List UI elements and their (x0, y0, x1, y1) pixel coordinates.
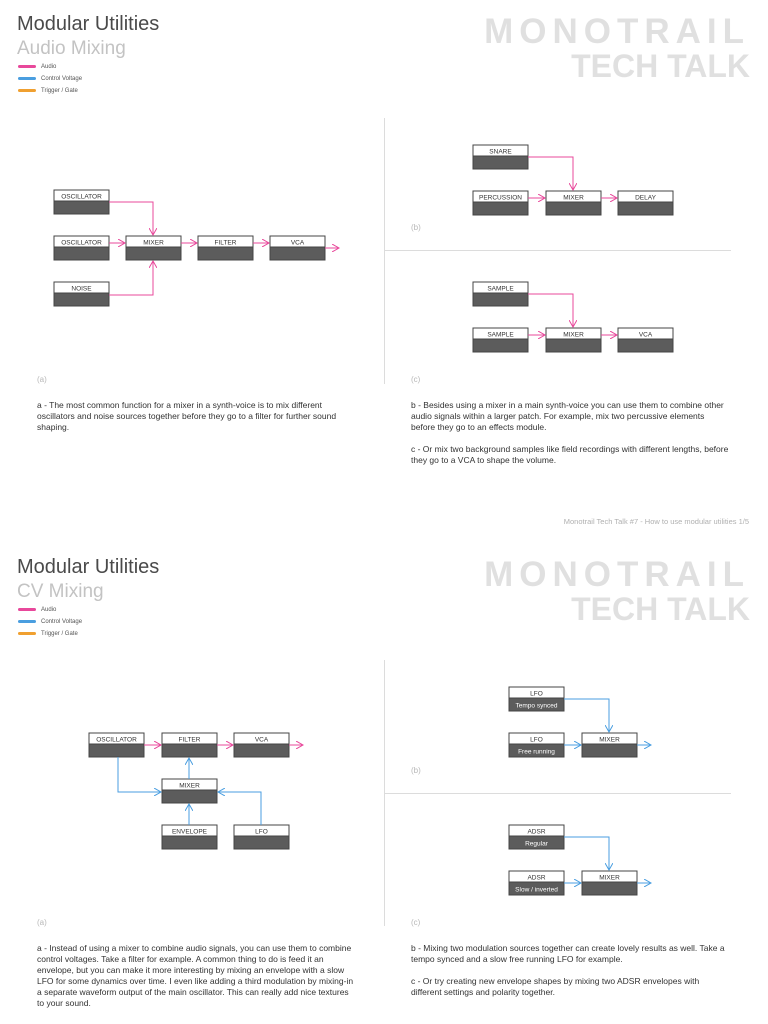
adsr2-sub: Slow / inverted (515, 886, 558, 894)
page1-diagram-c (384, 278, 768, 358)
audio-swatch (18, 608, 36, 611)
lfo2-module (509, 733, 564, 757)
mixer-c2-label: MIXER (599, 874, 620, 882)
filter-cv-label: FILTER (178, 736, 201, 744)
mixer-module (126, 236, 181, 260)
mixer-cv-label: MIXER (179, 782, 200, 790)
page1-text-b: b - Besides using a mixer in a main synth-voice you can use them to combine other audio signals within a larger patch. For example, mix two percussive elements before they go to an effects module. (411, 400, 724, 432)
mixer-label: MIXER (143, 239, 164, 247)
page1-diagram-a (0, 180, 384, 310)
cv-swatch (18, 77, 36, 80)
snare-label: SNARE (489, 148, 512, 156)
legend-trigger: Trigger / Gate (18, 88, 82, 100)
adsr1-sub: Regular (525, 840, 548, 848)
filter-label: FILTER (214, 239, 237, 247)
page1-subtitle: Audio Mixing (17, 38, 126, 59)
audio-swatch (18, 65, 36, 68)
vca-module (270, 236, 325, 260)
legend-audio: Audio (18, 64, 82, 76)
page1-legend (18, 64, 82, 100)
page2-diagram-a (0, 725, 384, 860)
adsr2-module (509, 871, 564, 895)
page2-text-c: c - Or try creating new envelope shapes by mixing two ADSR envelopes with different settings and polarity together. (411, 976, 700, 997)
percussion-module (473, 191, 528, 215)
page2-text-b: b - Mixing two modulation sources together can create lovely results as well. Take a tempo synced and a slow free running LFO for example. (411, 943, 725, 964)
page2-label-b: (b) (411, 766, 421, 775)
page1-title: Modular Utilities (17, 13, 160, 35)
page1-text-a: a - The most common function for a mixer in a synth-voice is to mix different oscillators and noise sources together before they go to a filter for further sound shaping. (37, 400, 337, 432)
page1-diagram-b (384, 140, 768, 220)
cv-swatch (18, 620, 36, 623)
page2-text-a: a - Instead of using a mixer to combine audio signals, you can use them to combine control voltages. Take a filter for example. A common thing to do is feed it an envelope, but you can make it more interesting by mixing an envelope with a slow LFO for some dynamics over time. I even like adding a third modulation by mixing-in a separate waveform output of the main oscillator. This can really add nice textures to your sound. (37, 943, 354, 1008)
page1-label-c: (c) (411, 375, 421, 384)
filter-module (198, 236, 253, 260)
sample2-label: SAMPLE (487, 331, 514, 339)
legend-audio-2: Audio (18, 607, 82, 619)
vca-cv-module (234, 733, 289, 757)
page2-label-a: (a) (37, 918, 47, 927)
vca-label: VCA (290, 239, 305, 247)
lfo2-label: LFO (530, 736, 543, 744)
legend-cv: Control Voltage (18, 76, 82, 88)
page2-brand-line2: TECH TALK (571, 591, 750, 627)
page2-horizontal-divider (385, 793, 731, 794)
page2-diagram-c (384, 820, 768, 905)
mixer-b2-module (582, 733, 637, 757)
page1-text-c: c - Or mix two background samples like field recordings with different lengths, before they go to a VCA to shape the volume. (411, 444, 729, 465)
adsr1-module (509, 825, 564, 849)
page2-subtitle: CV Mixing (17, 581, 104, 602)
mixer-b-label: MIXER (563, 194, 584, 202)
percussion-label: PERCUSSION (479, 194, 522, 202)
osc2-label: OSCILLATOR (61, 239, 102, 247)
mixer-c-module (546, 328, 601, 352)
noise-label: NOISE (71, 285, 92, 293)
lfo-label: LFO (255, 828, 268, 836)
page1-brand-line2: TECH TALK (571, 48, 750, 84)
lfo-module (234, 825, 289, 849)
osc-label: OSCILLATOR (96, 736, 137, 744)
osc1-label: OSCILLATOR (61, 193, 102, 201)
legend-cv-2: Control Voltage (18, 619, 82, 631)
page1-horizontal-divider (385, 250, 731, 251)
page1-footer: Monotrail Tech Talk #7 - How to use modular utilities 1/5 (563, 517, 749, 526)
vca-cv-label: VCA (254, 736, 269, 744)
page2-text-bc (411, 943, 729, 1009)
mixer-b-module (546, 191, 601, 215)
page2-label-c: (c) (411, 918, 421, 927)
mixer-b2-label: MIXER (599, 736, 620, 744)
lfo1-module (509, 687, 564, 711)
adsr1-label: ADSR (527, 828, 546, 836)
page2-brand-line1: MONOTRAIL (484, 555, 750, 594)
page1-text-bc (411, 400, 729, 477)
trigger-swatch (18, 632, 36, 635)
lfo1-label: LFO (530, 690, 543, 698)
page2-title: Modular Utilities (17, 556, 160, 578)
filter-cv-module (162, 733, 217, 757)
osc1-module (54, 190, 109, 214)
osc2-module (54, 236, 109, 260)
adsr2-label: ADSR (527, 874, 546, 882)
sample1-module (473, 282, 528, 306)
page1-label-b: (b) (411, 223, 421, 232)
mixer-c2-module (582, 871, 637, 895)
vca-c-module (618, 328, 673, 352)
envelope-module (162, 825, 217, 849)
legend-trigger-2: Trigger / Gate (18, 631, 82, 643)
vca-c-label: VCA (638, 331, 653, 339)
lfo2-sub: Free running (518, 748, 555, 756)
mixer-c-label: MIXER (563, 331, 584, 339)
mixer-cv-module (162, 779, 217, 803)
osc-module (89, 733, 144, 757)
lfo1-sub: Tempo synced (515, 702, 558, 710)
page1-brand-line1: MONOTRAIL (484, 12, 750, 51)
delay-label: DELAY (635, 194, 656, 202)
delay-module (618, 191, 673, 215)
page2-diagram-b (384, 682, 768, 767)
envelope-label: ENVELOPE (171, 828, 208, 836)
page1-label-a: (a) (37, 375, 47, 384)
sample2-module (473, 328, 528, 352)
trigger-swatch (18, 89, 36, 92)
noise-module (54, 282, 109, 306)
snare-module (473, 145, 528, 169)
page2-legend (18, 607, 82, 643)
sample1-label: SAMPLE (487, 285, 514, 293)
